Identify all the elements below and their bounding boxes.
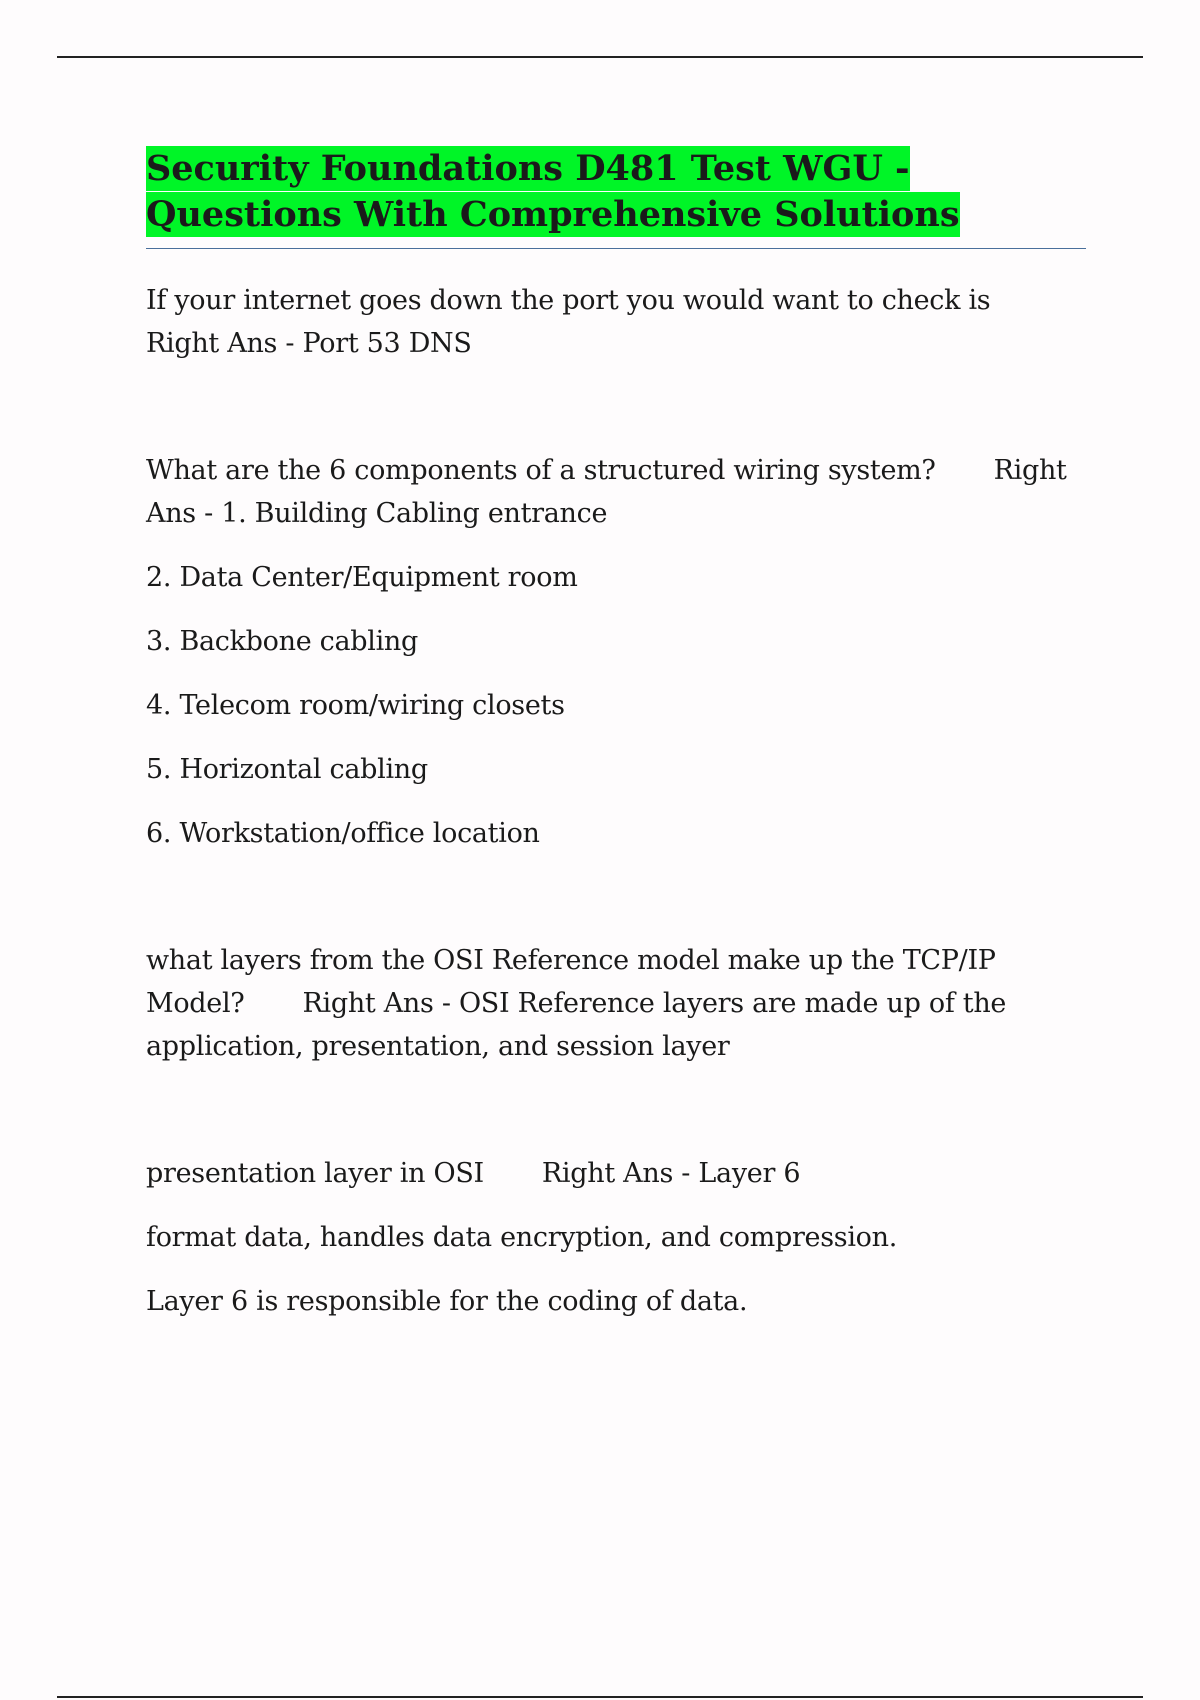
- question-text: If your internet goes down the port you would want to check is: [146, 285, 991, 316]
- title-underline: [146, 248, 1086, 249]
- header-rule: [57, 56, 1143, 58]
- answer-line: Layer 6 is responsible for the coding of data.: [146, 1286, 748, 1317]
- answer-text: Right Ans - Layer 6: [541, 1158, 801, 1189]
- answer-text: Right Ans - OSI Reference layers are made up of the application, presentation, and session layer: [146, 988, 1015, 1062]
- question-text: presentation layer in OSI: [146, 1158, 484, 1189]
- document-title-text: Security Foundations D481 Test WGU - Questions With Comprehensive Solutions: [146, 148, 960, 235]
- document-title: [146, 146, 1086, 238]
- answer-line: 4. Telecom room/wiring closets: [146, 690, 565, 721]
- qa-item: [146, 939, 1086, 1068]
- question-text: what layers from the OSI Reference model make up the TCP/IP Model?: [146, 945, 1004, 1019]
- answer-line: 3. Backbone cabling: [146, 626, 418, 657]
- question-text: What are the 6 components of a structured wiring system?: [146, 455, 936, 486]
- footer-rule: [57, 1696, 1143, 1698]
- qa-item: [146, 279, 1086, 365]
- answer-line: 6. Workstation/office location: [146, 818, 540, 849]
- answer-line: format data, handles data encryption, and compression.: [146, 1222, 898, 1253]
- document-body: [146, 146, 1086, 1323]
- answer-line: 2. Data Center/Equipment room: [146, 562, 578, 593]
- qa-item: [146, 1152, 1086, 1195]
- answer-text: Right Ans - 1. Building Cabling entrance: [146, 455, 1075, 529]
- qa-item: [146, 449, 1086, 535]
- answer-line: 5. Horizontal cabling: [146, 754, 428, 785]
- answer-text: Right Ans - Port 53 DNS: [146, 328, 472, 359]
